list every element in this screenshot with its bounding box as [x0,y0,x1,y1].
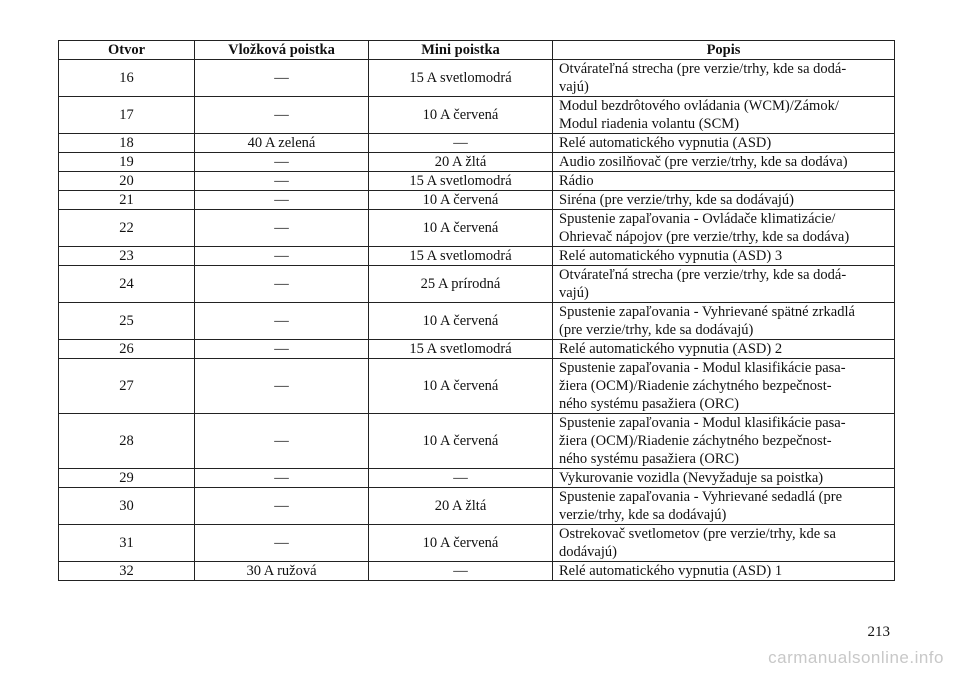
mini-fuse-cell: 10 A červená [369,303,553,340]
mini-fuse-cell: 10 A červená [369,414,553,469]
description-cell: Relé automatického vypnutia (ASD) [553,134,895,153]
header-cartridge-fuse: Vložková poistka [195,41,369,60]
header-mini-fuse: Mini poistka [369,41,553,60]
mini-fuse-cell: 10 A červená [369,525,553,562]
description-cell: Spustenie zapaľovania - Modul klasifikácie pasa- žiera (OCM)/Riadenie záchytného bezpečnost- ného systému pasažiera (ORC) [553,359,895,414]
mini-fuse-cell: 10 A červená [369,210,553,247]
table-row [59,562,895,581]
table-row [59,60,895,97]
description-cell: Relé automatického vypnutia (ASD) 3 [553,247,895,266]
header-slot: Otvor [59,41,195,60]
slot-cell: 28 [59,414,195,469]
mini-fuse-cell: 15 A svetlomodrá [369,60,553,97]
mini-fuse-cell: — [369,469,553,488]
cartridge-fuse-cell: 30 A ružová [195,562,369,581]
mini-fuse-cell: — [369,134,553,153]
slot-cell: 27 [59,359,195,414]
page-number: 213 [867,624,890,640]
slot-cell: 31 [59,525,195,562]
cartridge-fuse-cell: — [195,414,369,469]
description-cell: Otvárateľná strecha (pre verzie/trhy, kde sa dodá- vajú) [553,266,895,303]
cartridge-fuse-cell: — [195,488,369,525]
mini-fuse-cell: 15 A svetlomodrá [369,247,553,266]
description-cell: Spustenie zapaľovania - Vyhrievané spätné zrkadlá (pre verzie/trhy, kde sa dodávajú) [553,303,895,340]
slot-cell: 19 [59,153,195,172]
header-description: Popis [553,41,895,60]
table-row [59,414,895,469]
mini-fuse-cell: — [369,562,553,581]
cartridge-fuse-cell: — [195,191,369,210]
slot-cell: 21 [59,191,195,210]
cartridge-fuse-cell: — [195,525,369,562]
cartridge-fuse-cell: — [195,266,369,303]
description-cell: Modul bezdrôtového ovládania (WCM)/Zámok/ Modul riadenia volantu (SCM) [553,97,895,134]
mini-fuse-cell: 25 A prírodná [369,266,553,303]
table-body [59,60,895,581]
slot-cell: 18 [59,134,195,153]
cartridge-fuse-cell: 40 A zelená [195,134,369,153]
cartridge-fuse-cell: — [195,469,369,488]
fuse-table [58,40,895,581]
table-row [59,172,895,191]
description-cell: Spustenie zapaľovania - Ovládače klimatizácie/ Ohrievač nápojov (pre verzie/trhy, kde sa dodáva) [553,210,895,247]
slot-cell: 26 [59,340,195,359]
slot-cell: 22 [59,210,195,247]
slot-cell: 24 [59,266,195,303]
slot-cell: 32 [59,562,195,581]
slot-cell: 25 [59,303,195,340]
slot-cell: 17 [59,97,195,134]
cartridge-fuse-cell: — [195,210,369,247]
description-cell: Vykurovanie vozidla (Nevyžaduje sa poistka) [553,469,895,488]
table-row [59,303,895,340]
table-row [59,488,895,525]
cartridge-fuse-cell: — [195,340,369,359]
cartridge-fuse-cell: — [195,303,369,340]
table-row [59,247,895,266]
table-row [59,359,895,414]
cartridge-fuse-cell: — [195,153,369,172]
slot-cell: 23 [59,247,195,266]
slot-cell: 30 [59,488,195,525]
cartridge-fuse-cell: — [195,60,369,97]
cartridge-fuse-cell: — [195,359,369,414]
description-cell: Ostrekovač svetlometov (pre verzie/trhy, kde sa dodávajú) [553,525,895,562]
table-row [59,340,895,359]
description-cell: Siréna (pre verzie/trhy, kde sa dodávajú) [553,191,895,210]
description-cell: Spustenie zapaľovania - Vyhrievané sedadlá (pre verzie/trhy, kde sa dodávajú) [553,488,895,525]
mini-fuse-cell: 10 A červená [369,97,553,134]
description-cell: Spustenie zapaľovania - Modul klasifikácie pasa- žiera (OCM)/Riadenie záchytného bezpečnost- ného systému pasažiera (ORC) [553,414,895,469]
description-cell: Relé automatického vypnutia (ASD) 1 [553,562,895,581]
watermark: carmanualsonline.info [768,648,944,667]
mini-fuse-cell: 20 A žltá [369,153,553,172]
slot-cell: 16 [59,60,195,97]
table-row [59,525,895,562]
table-header-row [59,41,895,60]
table-row [59,210,895,247]
table-row [59,153,895,172]
description-cell: Otvárateľná strecha (pre verzie/trhy, kde sa dodá- vajú) [553,60,895,97]
table-row [59,191,895,210]
mini-fuse-cell: 10 A červená [369,359,553,414]
table-row [59,469,895,488]
slot-cell: 29 [59,469,195,488]
description-cell: Relé automatického vypnutia (ASD) 2 [553,340,895,359]
table-row [59,266,895,303]
mini-fuse-cell: 20 A žltá [369,488,553,525]
description-cell: Audio zosilňovač (pre verzie/trhy, kde sa dodáva) [553,153,895,172]
cartridge-fuse-cell: — [195,172,369,191]
table-row [59,134,895,153]
cartridge-fuse-cell: — [195,97,369,134]
cartridge-fuse-cell: — [195,247,369,266]
slot-cell: 20 [59,172,195,191]
mini-fuse-cell: 15 A svetlomodrá [369,172,553,191]
mini-fuse-cell: 15 A svetlomodrá [369,340,553,359]
mini-fuse-cell: 10 A červená [369,191,553,210]
description-cell: Rádio [553,172,895,191]
table-row [59,97,895,134]
